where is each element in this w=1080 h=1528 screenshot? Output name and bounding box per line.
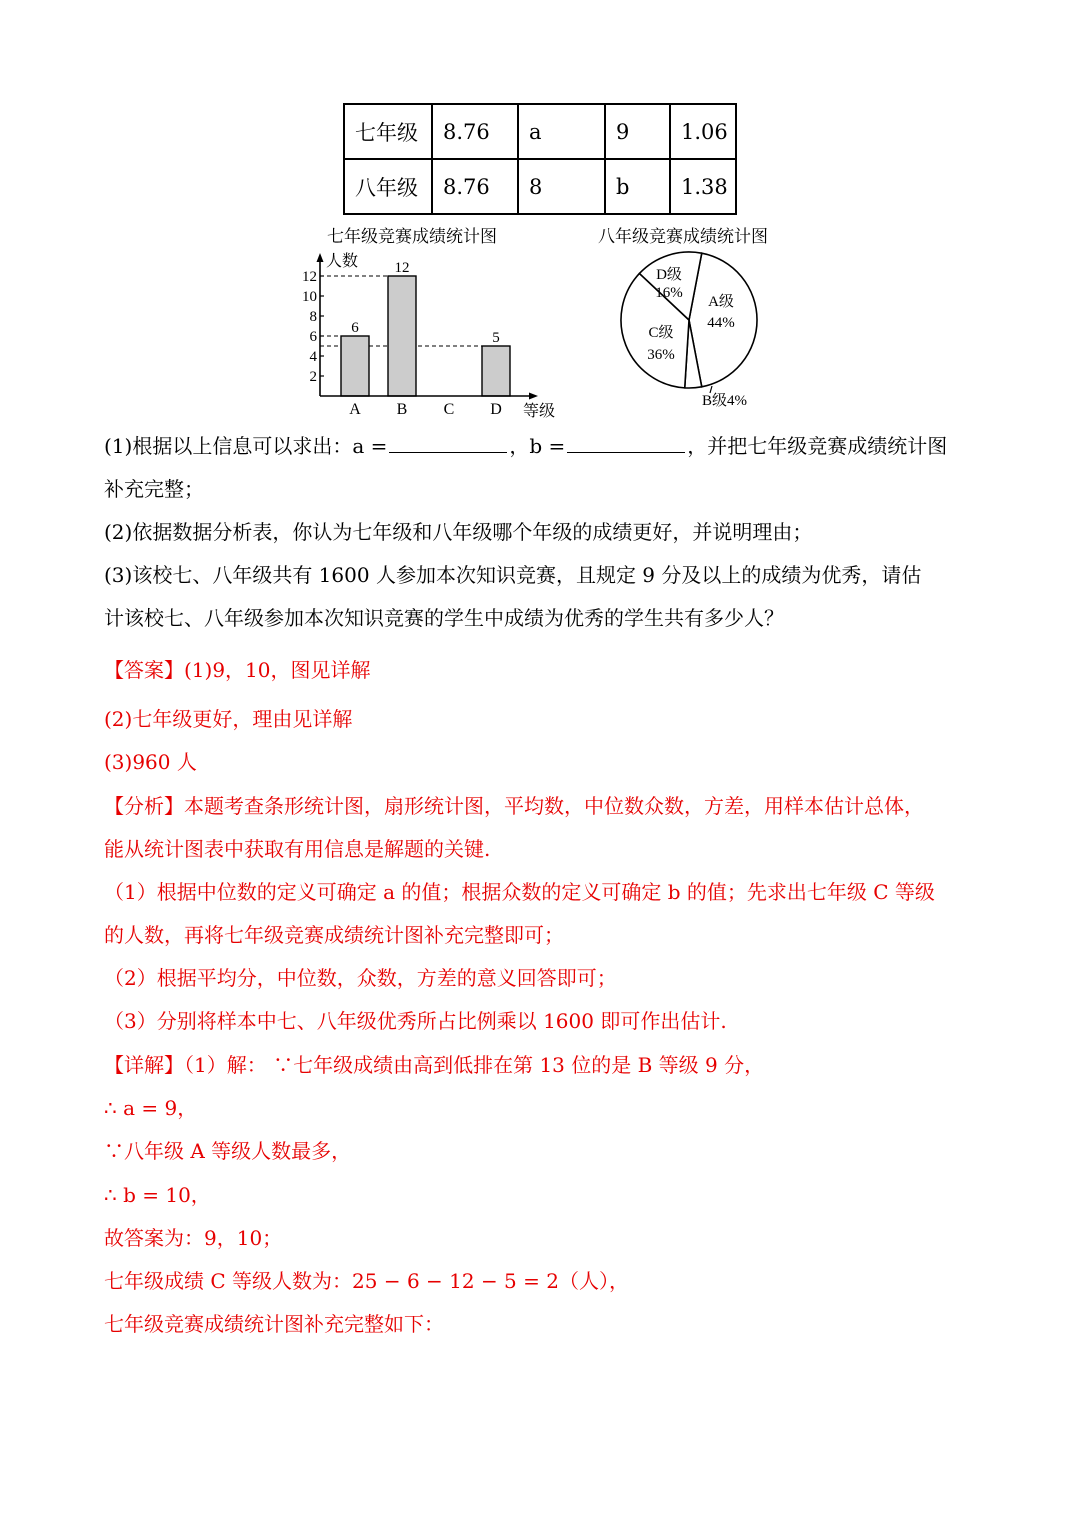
x-category-label: B xyxy=(396,401,408,418)
detail-line-1: 【详解】（1）解： ∵七年级成绩由高到低排在第 13 位的是 B 等级 9 分， xyxy=(104,1053,765,1077)
bar xyxy=(482,346,510,396)
bar-marks xyxy=(341,260,510,396)
answer-blank-a xyxy=(389,434,507,453)
pie-percent-b: 4% xyxy=(727,393,748,409)
question-1-line-2: 补充完整； xyxy=(104,477,204,501)
pie-slices xyxy=(621,252,757,388)
detail-line-7: 七年级竞赛成绩统计图补充完整如下： xyxy=(104,1312,444,1336)
analysis-line-1: 【分析】本题考查条形统计图，扇形统计图，平均数，中位数众数，方差，用样本估计总体， xyxy=(104,794,924,818)
bar-chart-title: 七年级竞赛成绩统计图 xyxy=(327,227,497,247)
x-axis-arrow-icon xyxy=(529,393,538,400)
x-category-label: D xyxy=(490,401,502,418)
x-category-label: C xyxy=(443,401,455,418)
question-3-line-2: 计该校七、八年级参加本次知识竞赛的学生中成绩为优秀的学生共有多少人？ xyxy=(104,606,784,630)
table-cell: b xyxy=(605,159,670,214)
x-category-label: A xyxy=(349,401,361,418)
bar xyxy=(388,276,416,396)
y-tick-label: 2 xyxy=(309,369,317,385)
pie-label-c: C级 xyxy=(648,325,674,341)
bar xyxy=(341,336,369,396)
question-2: (2)依据数据分析表，你认为七年级和八年级哪个年级的成绩更好，并说明理由； xyxy=(104,520,813,544)
table-row xyxy=(344,104,736,159)
analysis-line-6: （3）分别将样本中七、八年级优秀所占比例乘以 1600 即可作出估计. xyxy=(104,1009,727,1033)
y-axis-label: 人数 xyxy=(326,253,359,270)
pie-label-a: A级 xyxy=(708,294,734,310)
answer-line-2: (2)七年级更好，理由见详解 xyxy=(104,707,353,731)
table-cell: 8 xyxy=(518,159,605,214)
pie-chart-title: 八年级竞赛成绩统计图 xyxy=(598,227,768,247)
answer-line-3: (3)960 人 xyxy=(104,750,197,774)
question-1-line-1 xyxy=(104,433,984,459)
y-tick-label: 6 xyxy=(309,329,317,345)
detail-line-5: 故答案为：9，10； xyxy=(104,1226,283,1250)
table-cell: 8.76 xyxy=(432,104,518,159)
pie-percent-a: 44% xyxy=(707,315,735,331)
pie-label-b-name: B级 xyxy=(702,393,728,409)
y-tick-label: 8 xyxy=(309,309,317,325)
bar-value-label: 5 xyxy=(492,330,500,346)
detail-line-2: ∴ a = 9， xyxy=(104,1096,198,1120)
pie-label-b xyxy=(702,392,747,409)
bar-value-label: 12 xyxy=(394,260,410,276)
y-tick-label: 4 xyxy=(309,349,317,365)
pie-chart xyxy=(615,250,775,415)
table-cell: 八年级 xyxy=(344,159,432,214)
stats-table xyxy=(343,103,737,215)
detail-line-3: ∵八年级 A 等级人数最多， xyxy=(104,1139,352,1163)
table-cell: a xyxy=(518,104,605,159)
detail-line-6: 七年级成绩 C 等级人数为：25 − 6 − 12 − 5 = 2（人）， xyxy=(104,1269,629,1293)
x-category-labels xyxy=(349,401,502,418)
pie-percent-d: 16% xyxy=(655,285,683,301)
question-1-end: ，并把七年级竞赛成绩统计图 xyxy=(687,434,948,458)
analysis-line-4: 的人数，再将七年级竞赛成绩统计图补充完整即可； xyxy=(104,923,564,947)
answer-blank-b xyxy=(567,434,685,453)
analysis-line-5: （2）根据平均分，中位数，众数，方差的意义回答即可； xyxy=(104,966,617,990)
question-1-mid: ，b = xyxy=(509,434,566,458)
pie-percent-c: 36% xyxy=(647,347,675,363)
analysis-line-2: 能从统计图表中获取有用信息是解题的关键. xyxy=(104,837,491,861)
table-cell: 七年级 xyxy=(344,104,432,159)
y-axis-arrow-icon xyxy=(317,253,324,262)
table-cell: 1.06 xyxy=(670,104,736,159)
y-tick-label: 10 xyxy=(302,289,317,305)
table-cell: 9 xyxy=(605,104,670,159)
table-cell: 8.76 xyxy=(432,159,518,214)
pie-leader-line xyxy=(710,386,712,393)
table-cell: 1.38 xyxy=(670,159,736,214)
y-tick-label: 12 xyxy=(302,269,317,285)
answer-line-1: 【答案】(1)9，10，图见详解 xyxy=(104,658,371,682)
detail-line-4: ∴ b = 10， xyxy=(104,1183,211,1207)
question-3-line-1: (3)该校七、八年级共有 1600 人参加本次知识竞赛，且规定 9 分及以上的成绩为优秀，请估 xyxy=(104,563,922,587)
table-row xyxy=(344,159,736,214)
x-axis-label: 等级 xyxy=(523,403,556,420)
question-1-part1: (1)根据以上信息可以求出：a = xyxy=(104,434,388,458)
bar-value-label: 6 xyxy=(351,320,359,336)
analysis-line-3: （1）根据中位数的定义可确定 a 的值；根据众数的定义可确定 b 的值；先求出七年级 C 等级 xyxy=(104,880,935,904)
pie-label-d: D级 xyxy=(656,267,682,283)
bar-chart xyxy=(290,248,570,423)
